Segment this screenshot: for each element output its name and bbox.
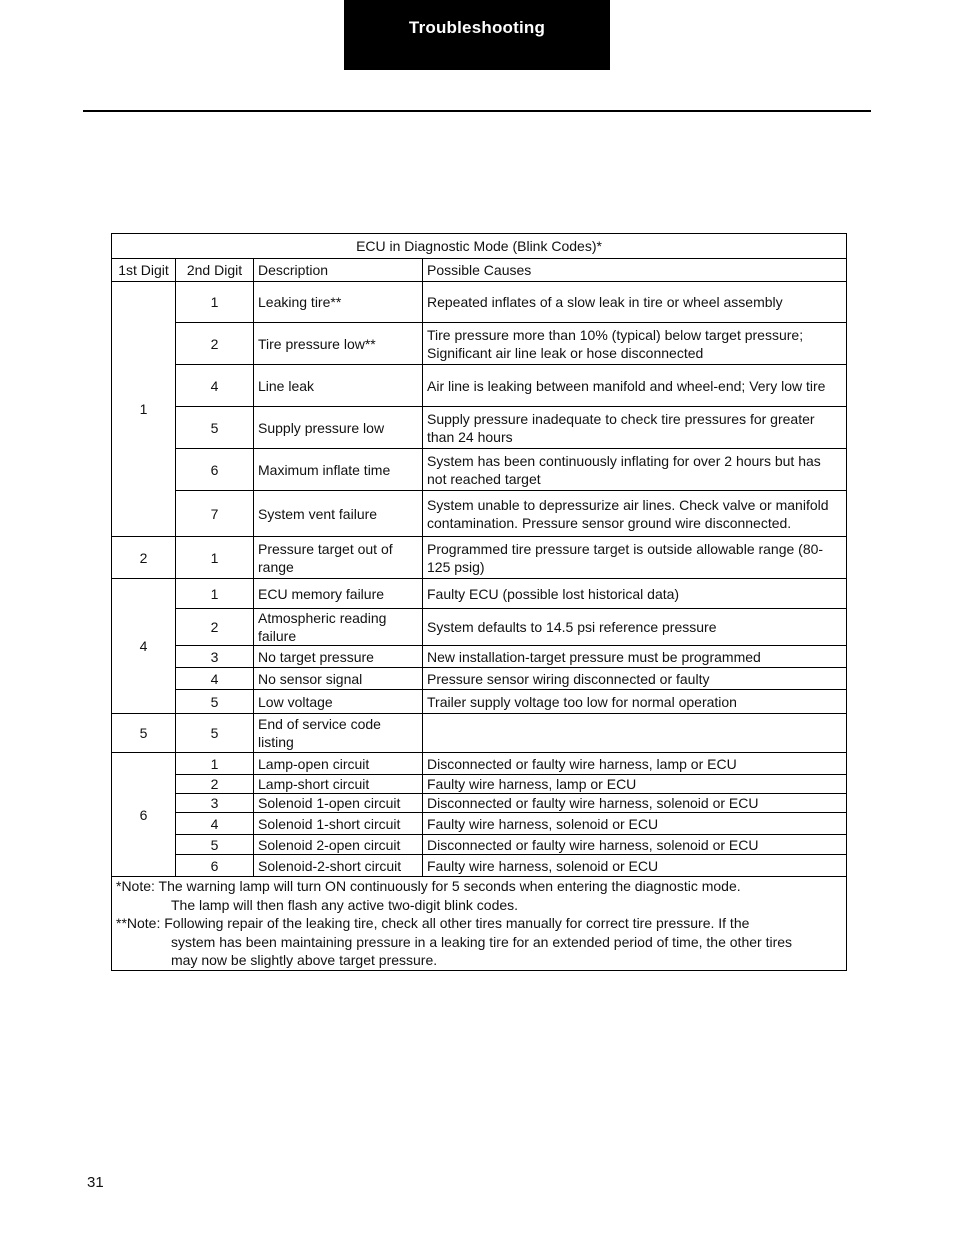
table-header-row <box>112 259 847 282</box>
table-row <box>112 407 847 449</box>
description-cell: No sensor signal <box>254 668 423 690</box>
first-digit-cell: 4 <box>112 579 176 714</box>
description-cell: Maximum inflate time <box>254 449 423 491</box>
second-digit-cell: 1 <box>176 753 254 775</box>
description-cell: End of service code listing <box>254 714 423 753</box>
note-line: **Note: Following repair of the leaking tire, check all other tires manually for correct tire pressure. If the <box>116 915 750 931</box>
second-digit-cell: 1 <box>176 579 254 609</box>
possible-cause-cell: Supply pressure inadequate to check tire pressures for greater than 24 hours <box>423 407 847 449</box>
table-row <box>112 579 847 609</box>
table-row <box>112 365 847 407</box>
table-title: ECU in Diagnostic Mode (Blink Codes)* <box>112 234 847 259</box>
description-cell: ECU memory failure <box>254 579 423 609</box>
note-line: The lamp will then flash any active two-digit blink codes. <box>171 896 519 913</box>
table-row <box>112 491 847 537</box>
description-cell: Low voltage <box>254 690 423 714</box>
table-row <box>112 609 847 646</box>
possible-cause-cell: System has been continuously inflating for over 2 hours but has not reached target <box>423 449 847 491</box>
description-cell: No target pressure <box>254 646 423 668</box>
second-digit-cell: 5 <box>176 714 254 753</box>
table-row <box>112 646 847 668</box>
description-cell: Lamp-short circuit <box>254 775 423 794</box>
second-digit-cell: 2 <box>176 323 254 365</box>
description-cell: Solenoid 1-short circuit <box>254 813 423 835</box>
first-digit-cell: 6 <box>112 753 176 877</box>
second-digit-cell: 7 <box>176 491 254 537</box>
description-cell: Solenoid 2-open circuit <box>254 835 423 855</box>
possible-cause-cell: Disconnected or faulty wire harness, solenoid or ECU <box>423 835 847 855</box>
possible-cause-cell: System defaults to 14.5 psi reference pressure <box>423 609 847 646</box>
second-digit-cell: 1 <box>176 537 254 579</box>
description-cell: System vent failure <box>254 491 423 537</box>
table-row <box>112 282 847 323</box>
notes-cell <box>112 877 847 971</box>
table-row <box>112 813 847 835</box>
note-line: *Note: The warning lamp will turn ON continuously for 5 seconds when entering the diagnostic mode. <box>116 878 741 894</box>
table-row <box>112 323 847 365</box>
possible-cause-cell <box>423 714 847 753</box>
table-row <box>112 690 847 714</box>
possible-cause-cell: System unable to depressurize air lines. Check valve or manifold contamination. Pressure sensor ground wire disconnected. <box>423 491 847 537</box>
description-cell: Line leak <box>254 365 423 407</box>
second-digit-cell: 4 <box>176 365 254 407</box>
possible-cause-cell: Trailer supply voltage too low for normal operation <box>423 690 847 714</box>
description-cell: Solenoid-2-short circuit <box>254 855 423 877</box>
page-number: 31 <box>87 1174 104 1191</box>
possible-cause-cell: Faulty ECU (possible lost historical data) <box>423 579 847 609</box>
note-line: system has been maintaining pressure in a leaking tire for an extended period of time, the other tires <box>171 933 793 950</box>
possible-cause-cell: Pressure sensor wiring disconnected or faulty <box>423 668 847 690</box>
second-digit-cell: 5 <box>176 835 254 855</box>
description-cell: Solenoid 1-open circuit <box>254 794 423 813</box>
table-row <box>112 537 847 579</box>
second-digit-cell: 2 <box>176 609 254 646</box>
header-divider <box>83 110 871 112</box>
possible-cause-cell: Faulty wire harness, solenoid or ECU <box>423 813 847 835</box>
possible-cause-cell: Disconnected or faulty wire harness, lamp or ECU <box>423 753 847 775</box>
description-cell: Tire pressure low** <box>254 323 423 365</box>
first-digit-cell: 2 <box>112 537 176 579</box>
column-header-possible-causes: Possible Causes <box>423 259 847 282</box>
second-digit-cell: 4 <box>176 813 254 835</box>
second-digit-cell: 3 <box>176 794 254 813</box>
second-digit-cell: 5 <box>176 690 254 714</box>
description-cell: Atmospheric reading failure <box>254 609 423 646</box>
possible-cause-cell: Tire pressure more than 10% (typical) below target pressure; Significant air line leak or hose disconnected <box>423 323 847 365</box>
second-digit-cell: 6 <box>176 855 254 877</box>
description-cell: Lamp-open circuit <box>254 753 423 775</box>
second-digit-cell: 6 <box>176 449 254 491</box>
second-digit-cell: 4 <box>176 668 254 690</box>
section-tab: Troubleshooting <box>344 0 610 70</box>
description-cell: Pressure target out of range <box>254 537 423 579</box>
column-header-description: Description <box>254 259 423 282</box>
blink-code-table <box>111 233 847 971</box>
second-digit-cell: 2 <box>176 775 254 794</box>
description-cell: Supply pressure low <box>254 407 423 449</box>
note-line: may now be slightly above target pressure. <box>171 952 438 968</box>
column-header-first-digit: 1st Digit <box>112 259 176 282</box>
table-row <box>112 449 847 491</box>
notes-row <box>112 877 847 971</box>
table-row <box>112 775 847 794</box>
possible-cause-cell: Programmed tire pressure target is outside allowable range (80-125 psig) <box>423 537 847 579</box>
second-digit-cell: 5 <box>176 407 254 449</box>
possible-cause-cell: New installation-target pressure must be programmed <box>423 646 847 668</box>
table-row <box>112 714 847 753</box>
table-row <box>112 835 847 855</box>
possible-cause-cell: Disconnected or faulty wire harness, solenoid or ECU <box>423 794 847 813</box>
possible-cause-cell: Repeated inflates of a slow leak in tire or wheel assembly <box>423 282 847 323</box>
second-digit-cell: 1 <box>176 282 254 323</box>
table-row <box>112 668 847 690</box>
possible-cause-cell: Faulty wire harness, solenoid or ECU <box>423 855 847 877</box>
description-cell: Leaking tire** <box>254 282 423 323</box>
table-row <box>112 855 847 877</box>
possible-cause-cell: Faulty wire harness, lamp or ECU <box>423 775 847 794</box>
column-header-second-digit: 2nd Digit <box>176 259 254 282</box>
table-row <box>112 794 847 813</box>
first-digit-cell: 5 <box>112 714 176 753</box>
table-row <box>112 753 847 775</box>
possible-cause-cell: Air line is leaking between manifold and wheel-end; Very low tire <box>423 365 847 407</box>
first-digit-cell: 1 <box>112 282 176 537</box>
second-digit-cell: 3 <box>176 646 254 668</box>
